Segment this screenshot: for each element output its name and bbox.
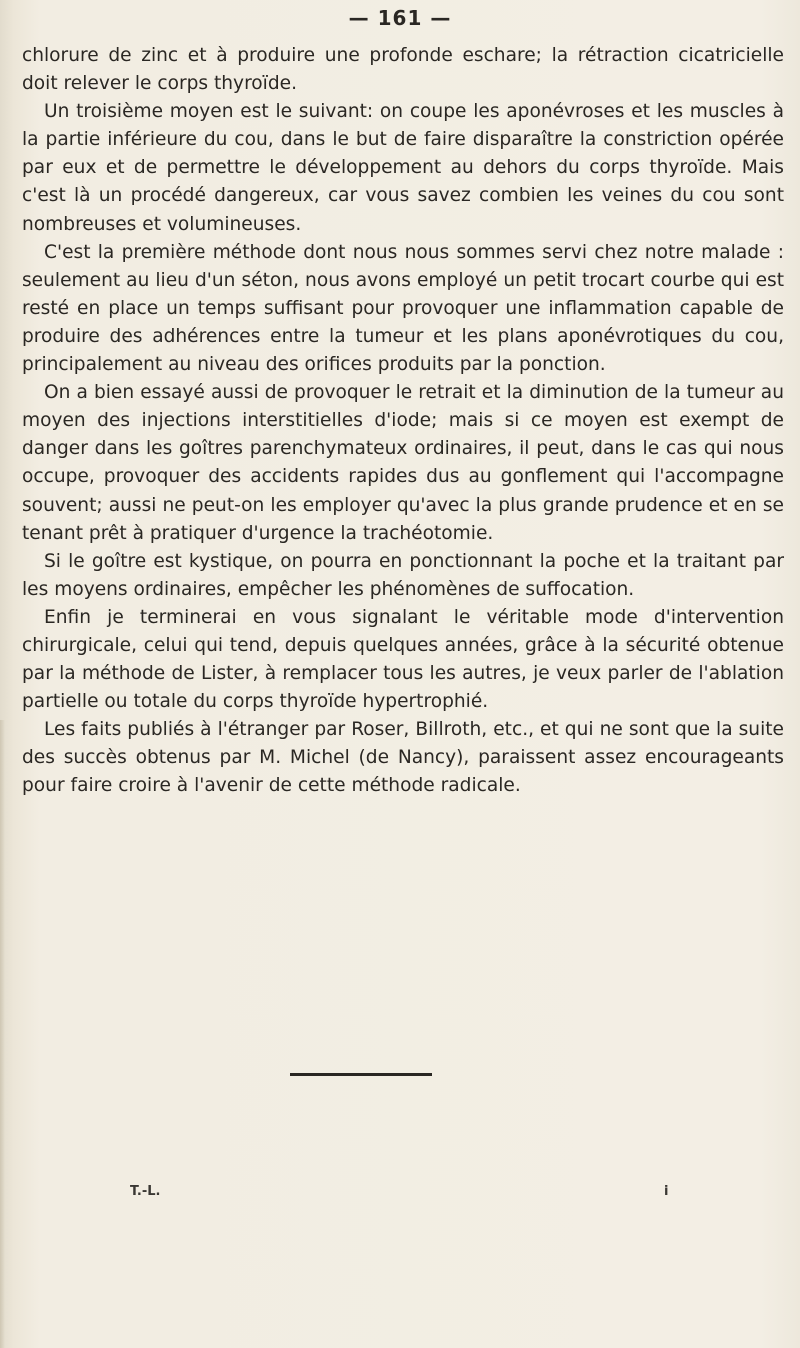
paragraph-third-method: Un troisième moyen est le suivant: on coupe les aponévroses et les muscles à la partie inférieure du cou, dans le but de faire disparaître la constriction opérée par eux et de permettre le développement au dehors du corps thyroïde. Mais c'est là un procédé dangereux, car vous savez combien les veines du cou sont nombreuses et volumineuses. [22,101,784,235]
paragraph-conclusion: Les faits publiés à l'étranger par Roser, Billroth, etc., et qui ne sont que la suite des succès obtenus par M. Michel (de Nancy), paraissent assez encourageants pour faire croire à l'avenir de cette méthode radicale. [22,719,784,797]
paragraph-iodine-injections: On a bien essayé aussi de provoquer le retrait et la diminution de la tumeur au moyen des injections interstitielles d'iode; mais si ce moyen est exempt de danger dans les goîtres parenchymateux ordinaires, il peut, dans le cas qui nous occupe, provoquer des accidents rapides dus au gonflement qui l'accompagne souvent; aussi ne peut-on les employer qu'avec la plus grande prudence et en se tenant prêt à pratiquer d'urgence la trachéotomie. [22,382,784,544]
paragraph-first-method-used: C'est la première méthode dont nous nous sommes servi chez notre malade : seulement au lieu d'un séton, nous avons employé un petit trocart courbe qui est resté en place un temps suffisant pour provoquer une inflammation capable de produire des adhérences entre la tumeur et les plans aponévrotiques du cou, principalement au niveau des orifices produits par la ponction. [22,241,784,376]
paragraph-cystic-goitre: Si le goître est kystique, on pourra en ponctionnant la poche et la traitant par les moyens ordinaires, empêcher les phénomènes de suffocation. [22,550,784,600]
page-number: — 161 — [348,6,452,30]
signature-mark: i [664,1184,669,1199]
binding-edge-shadow [0,720,5,1348]
section-divider-rule [290,1073,432,1076]
printer-signature: T.-L. [130,1184,161,1199]
paragraph-continuation: chlorure de zinc et à produire une profonde eschare; la rétraction cicatricielle doit relever le corps thyroïde. [22,45,784,95]
body-text [22,42,784,801]
paragraph-ablation: Enfin je terminerai en vous signalant le véritable mode d'intervention chirurgicale, celui qui tend, depuis quelques années, grâce à la sécurité obtenue par la méthode de Lister, à remplacer tous les autres, je veux parler de l'ablation partielle ou totale du corps thyroïde hypertrophié. [22,606,784,713]
